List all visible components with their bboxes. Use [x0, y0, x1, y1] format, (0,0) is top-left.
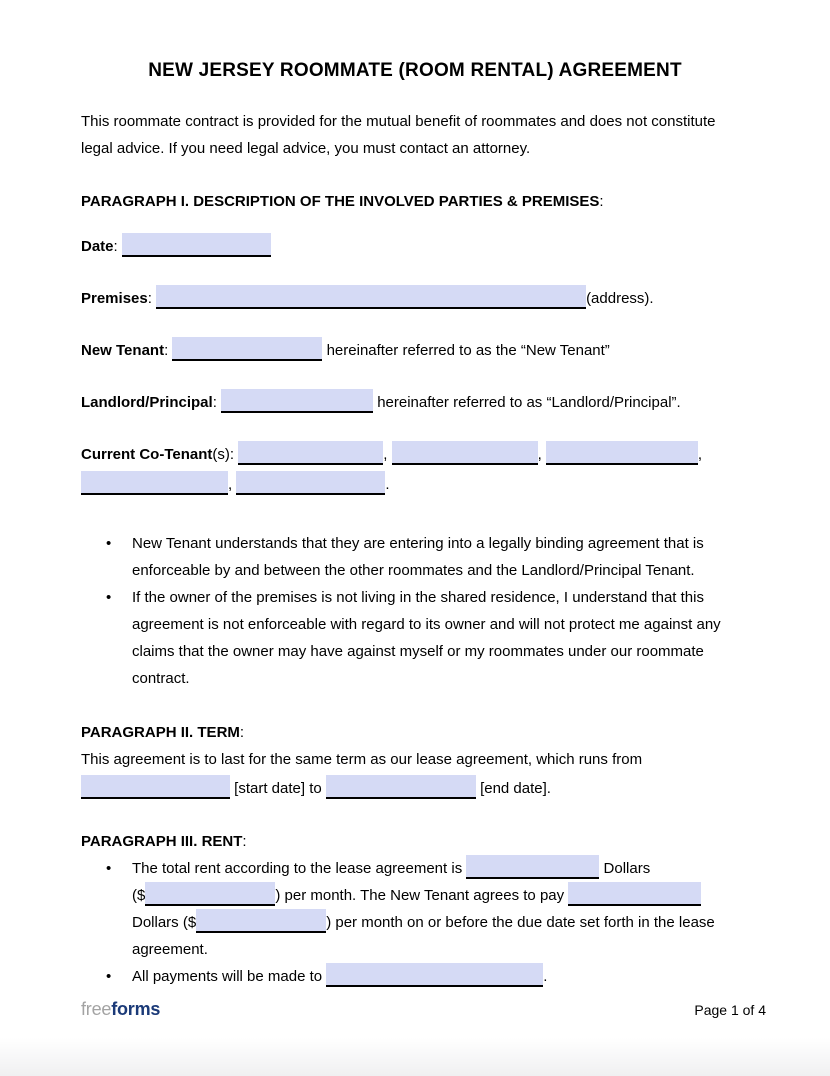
- bullet-icon: •: [106, 535, 112, 552]
- sentence-period: .: [543, 968, 548, 985]
- date-label: Date: [81, 238, 114, 255]
- co-tenants-label-rest: (s):: [212, 446, 235, 463]
- paragraph-2-heading: [81, 719, 751, 746]
- tenant-rent-amount-field[interactable]: [196, 909, 326, 933]
- total-rent-words-field[interactable]: [466, 855, 599, 879]
- paragraph-1-heading-text: PARAGRAPH I. DESCRIPTION OF THE INVOLVED PARTIES & PREMISES: [81, 193, 600, 210]
- freeforms-logo: [81, 999, 160, 1020]
- rent-line-1-post: Dollars: [603, 860, 651, 877]
- new-tenant-label: New Tenant: [81, 342, 165, 359]
- payments-pre: All payments will be made to: [132, 968, 323, 985]
- rent-line-2-mid: ) per month. The New Tenant agrees to pay: [275, 887, 565, 904]
- paragraph-2-section: [81, 719, 751, 803]
- co-tenants-label: Current Co-Tenant: [81, 446, 213, 463]
- co-tenants-row: [81, 441, 751, 499]
- premises-label: Premises: [81, 290, 148, 307]
- heading-colon: :: [242, 833, 247, 850]
- landlord-principal-field[interactable]: [221, 389, 373, 413]
- bullet-icon: •: [106, 860, 112, 877]
- section-3-bullets: [81, 855, 751, 990]
- heading-colon: :: [599, 193, 604, 210]
- heading-colon: :: [239, 724, 245, 741]
- co-tenants-line-1: [81, 441, 751, 469]
- rent-line-3-post: ) per month on or before the due date set forth in the lease: [326, 914, 715, 931]
- bullet-text-line: agreement is not enforceable with regard to its owner and will not protect me against any: [132, 616, 721, 633]
- paragraph-1-heading: [81, 189, 751, 215]
- document-title: NEW JERSEY ROOMMATE (ROOM RENTAL) AGREEMENT: [148, 60, 682, 81]
- co-tenant-field-3[interactable]: [546, 441, 698, 465]
- co-tenant-field-4[interactable]: [81, 471, 228, 495]
- separator-comma: ,: [228, 476, 233, 493]
- page-number: Page 1 of 4: [694, 1002, 766, 1018]
- end-date-suffix: [end date].: [480, 780, 551, 797]
- total-rent-amount-field[interactable]: [145, 882, 275, 906]
- rent-line-1-pre: The total rent according to the lease agreement is: [132, 860, 463, 877]
- bullet-item: [81, 963, 751, 990]
- premises-row: [81, 285, 751, 313]
- paragraph-3-section: [81, 828, 751, 990]
- term-text-line: This agreement is to last for the same term as our lease agreement, which runs from: [81, 751, 643, 768]
- bullet-item: [81, 855, 751, 963]
- separator-comma: ,: [537, 446, 542, 463]
- section-1-bullets: [81, 530, 751, 692]
- landlord-principal-row: [81, 389, 751, 417]
- bullet-icon: •: [106, 968, 112, 985]
- payments-made-to-field[interactable]: [326, 963, 543, 987]
- label-colon: :: [147, 290, 152, 307]
- bullet-text-line: contract.: [132, 670, 190, 687]
- co-tenant-field-2[interactable]: [392, 441, 538, 465]
- payments-text-line: [132, 963, 751, 990]
- bullet-text-line: If the owner of the premises is not living in the shared residence, I understand that this: [132, 589, 704, 606]
- bullet-text-line: claims that the owner may have against myself or my roommates under our roommate: [132, 643, 704, 660]
- new-tenant-suffix: hereinafter referred to as the “New Tenant”: [326, 342, 610, 359]
- premises-suffix: (address).: [586, 290, 654, 307]
- premises-field[interactable]: [156, 285, 586, 309]
- co-tenant-field-5[interactable]: [236, 471, 385, 495]
- bullet-text-line: enforceable by and between the other roommates and the Landlord/Principal Tenant.: [132, 562, 695, 579]
- separator-comma: ,: [697, 446, 703, 463]
- logo-free-text: free: [81, 999, 112, 1019]
- intro-paragraph: [81, 108, 751, 162]
- label-colon: :: [113, 238, 118, 255]
- paragraph-3-heading: [81, 828, 751, 855]
- new-tenant-row: [81, 337, 751, 365]
- term-end-date-field[interactable]: [326, 775, 476, 799]
- term-start-date-field[interactable]: [81, 775, 230, 799]
- logo-forms-text: forms: [111, 999, 161, 1019]
- separator-comma: ,: [383, 446, 388, 463]
- bullet-item: [81, 530, 751, 584]
- bullet-text-line: New Tenant understands that they are entering into a legally binding agreement that is: [132, 535, 704, 552]
- rent-text-line: agreement.: [132, 941, 208, 958]
- document-content: [81, 108, 751, 990]
- date-row: [81, 233, 751, 261]
- paragraph-2-heading-text: PARAGRAPH II. TERM: [81, 724, 240, 741]
- new-tenant-field[interactable]: [172, 337, 322, 361]
- rent-text-line: [132, 882, 751, 909]
- co-tenants-line-2: [81, 471, 751, 499]
- intro-line: legal advice. If you need legal advice, you must contact an attorney.: [81, 140, 531, 157]
- page-footer: [81, 999, 766, 1020]
- start-date-suffix: [start date] to: [234, 780, 322, 797]
- tenant-rent-words-field[interactable]: [568, 882, 701, 906]
- rent-line-3-pre: Dollars ($: [132, 914, 197, 931]
- page-bottom-edge: [0, 1038, 830, 1076]
- bullet-item: [81, 584, 751, 692]
- co-tenant-field-1[interactable]: [238, 441, 383, 465]
- label-colon: :: [212, 394, 217, 411]
- term-fields-line: [81, 774, 751, 803]
- landlord-principal-label: Landlord/Principal: [81, 394, 213, 411]
- rent-text-line: [132, 909, 751, 936]
- date-field[interactable]: [122, 233, 271, 257]
- paragraph-3-heading-text: PARAGRAPH III. RENT: [81, 833, 243, 850]
- intro-line: This roommate contract is provided for the mutual benefit of roommates and does not constitute: [81, 113, 716, 130]
- sentence-period: .: [385, 476, 390, 493]
- label-colon: :: [164, 342, 169, 359]
- rent-line-2-pre: ($: [132, 887, 146, 904]
- rent-text-line: [132, 855, 751, 882]
- bullet-icon: •: [106, 589, 112, 606]
- landlord-principal-suffix: hereinafter referred to as “Landlord/Principal”.: [377, 394, 681, 411]
